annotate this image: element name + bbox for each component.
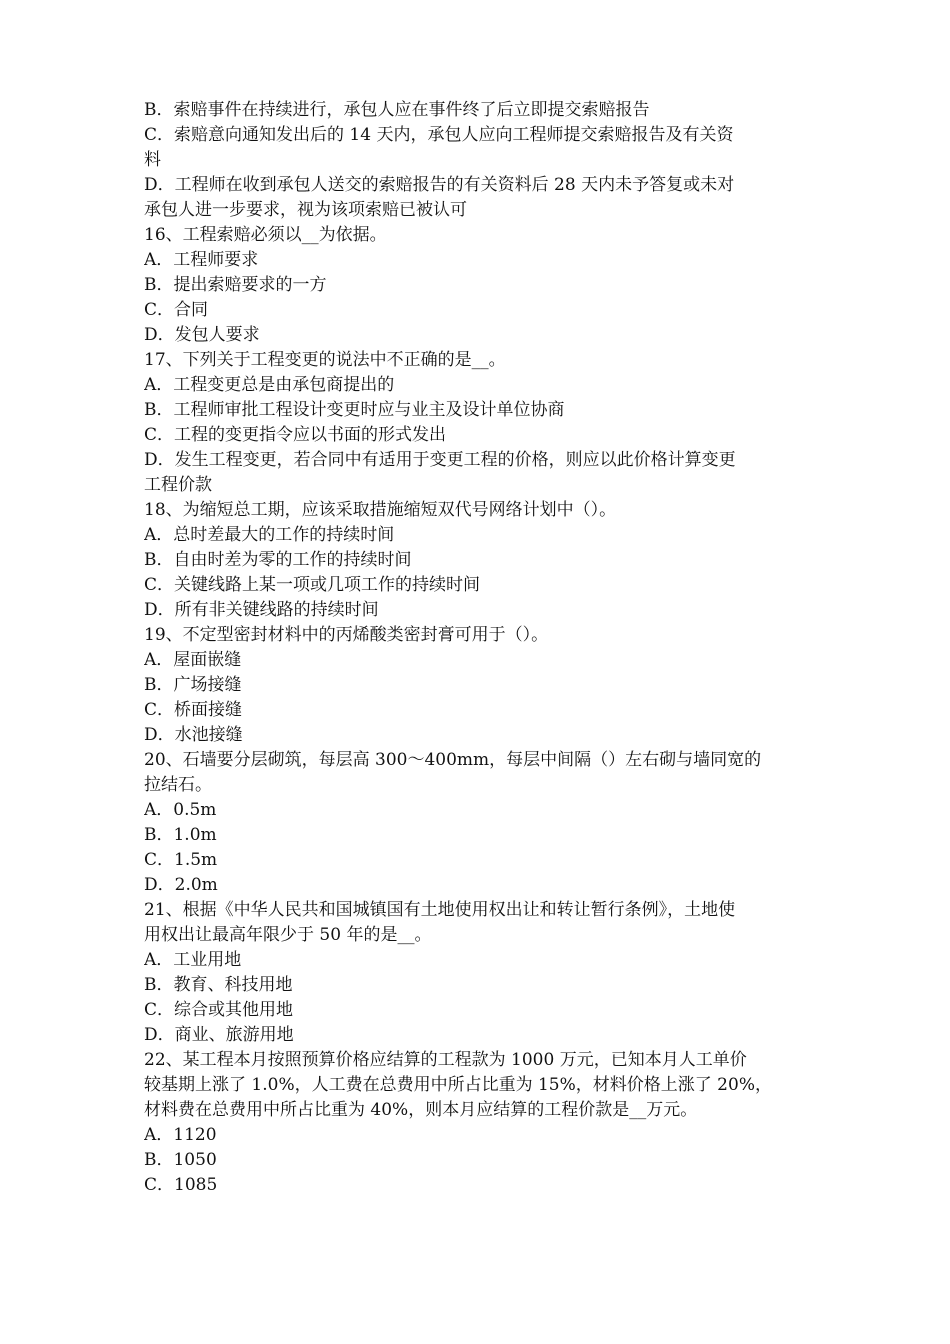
option-line: C．综合或其他用地 bbox=[144, 1000, 294, 1020]
option-line: C．关键线路上某一项或几项工作的持续时间 bbox=[144, 575, 481, 595]
option-line: C．工程的变更指令应以书面的形式发出 bbox=[144, 425, 447, 445]
text-line: 料 bbox=[144, 150, 161, 170]
text-line: 承包人进一步要求，视为该项索赔已被认可 bbox=[144, 200, 467, 220]
question-21: 21、根据《中华人民共和国城镇国有土地使用权出让和转让暂行条例》，土地使 bbox=[144, 900, 736, 920]
option-line: B．自由时差为零的工作的持续时间 bbox=[144, 550, 412, 570]
text-line: B．索赔事件在持续进行，承包人应在事件终了后立即提交索赔报告 bbox=[144, 100, 650, 120]
option-line: A．工程师要求 bbox=[144, 250, 259, 270]
text-line: 拉结石。 bbox=[144, 775, 212, 795]
text-line: D．工程师在收到承包人送交的索赔报告的有关资料后 28 天内未予答复或未对 bbox=[144, 175, 735, 195]
option-line: B．提出索赔要求的一方 bbox=[144, 275, 327, 295]
option-line: B．1050 bbox=[144, 1150, 217, 1170]
question-22: 22、某工程本月按照预算价格应结算的工程款为 1000 万元，已知本月人工单价 bbox=[144, 1050, 747, 1070]
option-line: A．工业用地 bbox=[144, 950, 242, 970]
text-line: C．索赔意向通知发出后的 14 天内，承包人应向工程师提交索赔报告及有关资 bbox=[144, 125, 734, 145]
text-line: 工程价款 bbox=[144, 475, 212, 495]
option-line: A．1120 bbox=[144, 1125, 217, 1145]
option-line: D．发生工程变更，若合同中有适用于变更工程的价格，则应以此价格计算变更 bbox=[144, 450, 736, 470]
option-line: D．发包人要求 bbox=[144, 325, 260, 345]
option-line: A．总时差最大的工作的持续时间 bbox=[144, 525, 395, 545]
option-line: B．1.0m bbox=[144, 825, 217, 845]
text-line: 较基期上涨了 1.0%，人工费在总费用中所占比重为 15%，材料价格上涨了 20%， bbox=[144, 1075, 772, 1095]
question-17: 17、下列关于工程变更的说法中不正确的是__。 bbox=[144, 350, 506, 370]
text-line: 材料费在总费用中所占比重为 40%，则本月应结算的工程价款是__万元。 bbox=[144, 1100, 698, 1120]
option-line: C．1085 bbox=[144, 1175, 218, 1195]
option-line: D．水池接缝 bbox=[144, 725, 243, 745]
option-line: C．桥面接缝 bbox=[144, 700, 243, 720]
question-20: 20、石墙要分层砌筑，每层高 300～400mm，每层中间隔（）左右砌与墙同宽的 bbox=[144, 750, 762, 770]
question-16: 16、工程索赔必须以__为依据。 bbox=[144, 225, 387, 245]
option-line: B．教育、科技用地 bbox=[144, 975, 293, 995]
option-line: C．合同 bbox=[144, 300, 209, 320]
question-19: 19、不定型密封材料中的丙烯酸类密封膏可用于（）。 bbox=[144, 625, 549, 645]
option-line: D．商业、旅游用地 bbox=[144, 1025, 294, 1045]
document-body bbox=[144, 98, 810, 1198]
question-18: 18、为缩短总工期，应该采取措施缩短双代号网络计划中（）。 bbox=[144, 500, 617, 520]
option-line: B．广场接缝 bbox=[144, 675, 242, 695]
option-line: D．所有非关键线路的持续时间 bbox=[144, 600, 379, 620]
option-line: C．1.5m bbox=[144, 850, 218, 870]
option-line: A．工程变更总是由承包商提出的 bbox=[144, 375, 395, 395]
option-line: A．0.5m bbox=[144, 800, 217, 820]
option-line: B．工程师审批工程设计变更时应与业主及设计单位协商 bbox=[144, 400, 565, 420]
text-line: 用权出让最高年限少于 50 年的是__。 bbox=[144, 925, 432, 945]
option-line: D．2.0m bbox=[144, 875, 218, 895]
option-line: A．屋面嵌缝 bbox=[144, 650, 242, 670]
